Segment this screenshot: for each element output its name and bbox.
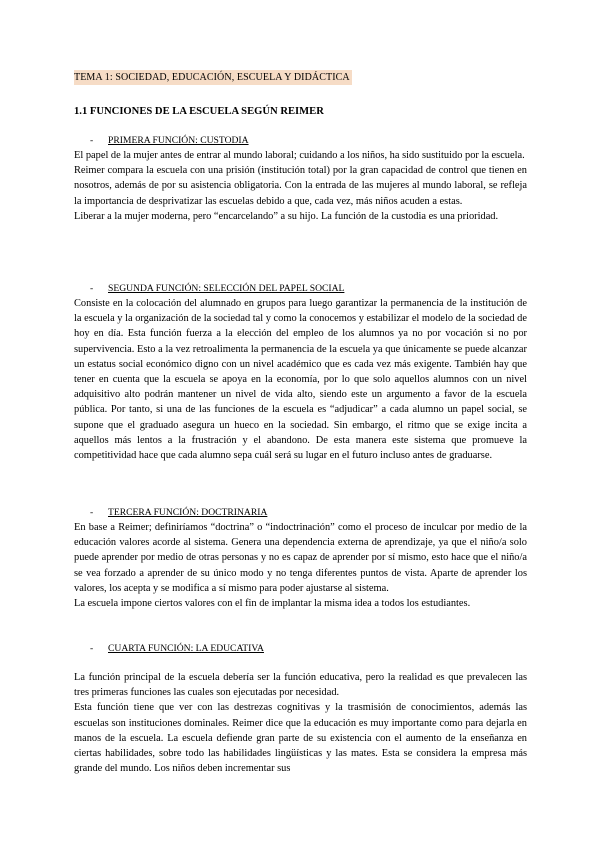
paragraph: Liberar a la mujer moderna, pero “encarcelando” a su hijo. La función de la custodia es una prioridad.	[74, 210, 499, 222]
section-heading-seleccion	[90, 281, 344, 296]
section-subtitle: 1.1 FUNCIONES DE LA ESCUELA SEGÚN REIMER	[74, 106, 324, 117]
heading-text: PRIMERA FUNCIÓN: CUSTODIA	[108, 135, 249, 146]
bullet-dash: -	[90, 507, 94, 518]
document-title: TEMA 1: SOCIEDAD, EDUCACIÓN, ESCUELA Y DIDÁCTICA	[74, 70, 352, 85]
heading-text: CUARTA FUNCIÓN: LA EDUCATIVA	[108, 643, 264, 654]
paragraph: El papel de la mujer antes de entrar al mundo laboral; cuidando a los niños, ha sido sustituido por la escuela.	[74, 150, 525, 161]
heading-text: SEGUNDA FUNCIÓN: SELECCIÓN DEL PAPEL SOCIAL	[108, 283, 345, 294]
section-body-custodia	[74, 148, 527, 224]
heading-text: TERCERA FUNCIÓN: DOCTRINARIA	[108, 507, 268, 518]
section-heading-custodia	[90, 133, 249, 148]
section-body-educativa	[74, 670, 527, 776]
section-body-doctrinaria	[74, 520, 527, 611]
paragraph: La escuela impone ciertos valores con el fin de implantar la misma idea a todos los estudiantes.	[74, 598, 471, 610]
paragraph: La función principal de la escuela debería ser la función educativa, pero la realidad es que prevalecen las tres primeras funciones las cuales son ejecutadas por necesidad.	[74, 672, 527, 699]
section-heading-doctrinaria	[90, 505, 267, 520]
document-title-row	[74, 70, 527, 85]
bullet-dash: -	[90, 135, 94, 146]
paragraph: Esta función tiene que ver con las destrezas cognitivas y la trasmisión de conocimientos, además las escuelas son instituciones dominales. Reimer dice que la educación es muy importante como para dejarla en manos de la escuela. La escuela defiende gran parte de su existencia con el aumento de la enseñanza en ciertas habilidades, sobre todo las habilidades lingüísticas y las mates. Esta se considera la empresa más grande del mundo. Los niños deben incrementar sus	[74, 702, 527, 775]
paragraph: En base a Reimer; definiríamos “doctrina” o “indoctrinación” como el proceso de inculcar por medio de la educación valores acorde al sistema. Genera una dependencia externa de aprendizaje, ya que el niño/a solo puede aprender por medio de otras personas y no es capaz de aprender por sí mismo, esto hace que el niño/a se vea forzado a aprender de su único modo y no tenga diferentes puntos de vista. Aparte de aprender los valores, los acepta y se modifica a sí mismo para poder ajustarse al sistema.	[74, 522, 527, 594]
section-heading-educativa	[90, 641, 264, 656]
bullet-dash: -	[90, 283, 94, 294]
bullet-dash: -	[90, 643, 94, 654]
section-body-seleccion	[74, 296, 527, 463]
paragraph: Reimer compara la escuela con una prisión (institución total) por la gran capacidad de control que tienen en nosotros, además de por su asistencia obligatoria. Con la entrada de las mujeres al mundo laboral, se refleja la importancia de desprivatizar las escuelas debido a que, cada vez, más niños acuden a estas.	[74, 165, 527, 207]
paragraph: Consiste en la colocación del alumnado en grupos para luego garantizar la permanencia de la institución de la escuela y la organización de la sociedad tal y como la conocemos y estabilizar el modelo de la sociedad de hoy en día. Esta función fuerza a la elección del empleo de los alumnos ya no por vocación si no por supervivencia. Esto a la vez retroalimenta la permanencia de la escuela ya que únicamente se puede alcanzar un estatus social económico digno con un nivel académico que es cada vez más exigente. También hay que tener en cuenta que la escuela se apoya en la economía, por lo que solo aquellos alumnos con un nivel adquisitivo alto podrán mantener un nivel de vida alto, siendo este un argumento a favor de la escuela pública. Por tanto, si una de las funciones de la escuela es “adjudicar” a cada alumno un papel social, se supone que el graduado asegura un hueco en la sociedad. Sin embargo, el ritmo que se exige incita a aquellos más lentos a la frustración y el abandono. De esta manera este sistema que promueve la competitividad hace que cada alumno sepa cuál será su lugar en el futuro incluso antes de graduarse.	[74, 298, 527, 462]
